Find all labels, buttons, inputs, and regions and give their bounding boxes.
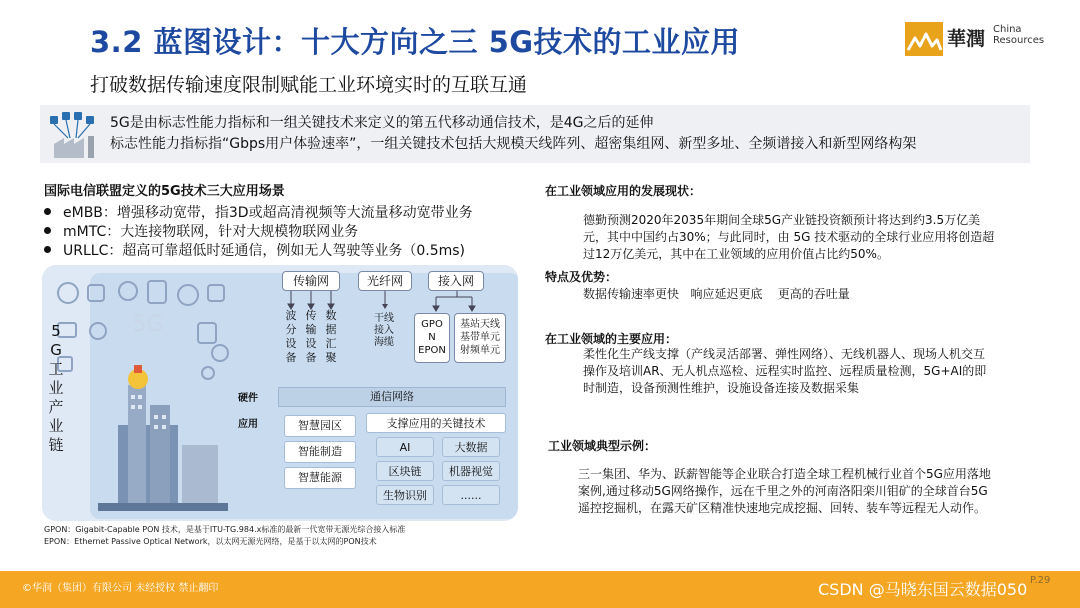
footer-bar <box>0 571 1080 608</box>
gpon-line-3: EPON <box>418 345 446 356</box>
footnote-gpon: GPON：Gigabit-Capable PON 技术，是基于ITU-TG.984.x标准的最新一代宽带无源光综合接入标准 <box>44 525 406 534</box>
application-label: 应用 <box>238 419 258 430</box>
svg-text:5G: 5G <box>132 312 164 337</box>
transport-item-1: 波 分 设 备 <box>285 309 297 364</box>
bullet-urllc-text: URLLC：超高可靠超低时延通信，例如无人驾驶等业务（0.5ms) <box>63 243 466 259</box>
page-title: 3.2 蓝图设计：十大方向之三 5G技术的工业应用 <box>90 25 741 59</box>
main-apps-title: 在工业领域的主要应用： <box>545 332 678 346</box>
factory-building-icon <box>98 365 228 515</box>
5g-industry-chain-diagram <box>42 265 518 521</box>
example-line-3: 遥控挖掘机，在露天矿区精准快速地完成挖掘、回转、装车等远程无人动作。 <box>578 501 987 515</box>
transport-item-2: 传 输 设 备 <box>305 309 317 364</box>
tech-blockchain: 区块链 <box>376 461 434 481</box>
transport-item-3: 数 据 汇 聚 <box>325 309 337 364</box>
tech-more: ...... <box>442 485 500 505</box>
base-line-2: 基带单元 <box>460 332 500 343</box>
status-line-1: 德勤预测2020年2035年期间全球5G产业链投资额预计将达到约3.5万亿美 <box>583 213 981 227</box>
status-title: 在工业领域应用的发展现状： <box>545 184 702 198</box>
access-network-box: 接入网 <box>428 271 484 291</box>
logo-en-text <box>993 24 1044 46</box>
app-smart-energy: 智慧能源 <box>284 467 356 489</box>
logo-en-line2: Resources <box>993 35 1045 46</box>
page-number: P.29 <box>1030 575 1051 586</box>
base-line-1: 基站天线 <box>460 319 500 330</box>
fiber-items <box>366 313 402 349</box>
copyright-text: ©华润（集团）有限公司 未经授权 禁止翻印 <box>22 583 219 594</box>
status-body <box>583 212 994 263</box>
fiber-item-3: 海缆 <box>374 337 394 348</box>
example-body <box>578 466 991 517</box>
base-line-3: 射频单元 <box>460 345 500 356</box>
footnote-epon: EPON：Ethernet Passive Optical Network，以太网无源光网络，是基于以太网的PON技术 <box>44 537 377 546</box>
fiber-item-1: 干线 <box>374 313 394 324</box>
key-tech-title-box: 支撑应用的关键技术 <box>366 413 506 433</box>
main-apps-line-2: 操作及培训AR、无人机点巡检、远程实时监控、远程质量检测，5G+AI的即 <box>583 364 987 378</box>
tech-big-data: 大数据 <box>442 437 500 457</box>
tech-machine-vision: 机器视觉 <box>442 461 500 481</box>
bullet-embb-text: eMBB：增强移动宽带，指3D或超高清视频等大流量移动宽带业务 <box>63 205 473 221</box>
bullet-mmtc <box>44 221 358 241</box>
bullet-mmtc-text: mMTC：大连接物联网，针对大规模物联网业务 <box>63 224 359 240</box>
fiber-network-box: 光纤网 <box>358 271 412 291</box>
fiber-item-2: 接入 <box>374 325 394 336</box>
fiber-arrow <box>378 291 392 311</box>
intro-line-1: 5G是由标志性能力指标和一组关键技术来定义的第五代移动通信技术，是4G之后的延伸 <box>110 115 654 131</box>
status-line-3: 过12万亿美元，其中在工业领域的应用价值占比约50%。 <box>583 247 889 261</box>
status-line-2: 元，其中中国约占30%；与此同时，由 5G 技术驱动的全球行业应用将创造超 <box>583 230 995 244</box>
logo-mark-icon <box>905 22 943 56</box>
hardware-label: 硬件 <box>238 393 258 404</box>
app-smart-manufacturing: 智能制造 <box>284 441 356 463</box>
access-arrows <box>422 291 492 313</box>
main-apps-line-3: 时制造，设备预测性维护，设施设备连接及数据采集 <box>583 381 860 395</box>
left-section-title: 国际电信联盟定义的5G技术三大应用场景 <box>44 184 285 199</box>
transport-arrows <box>280 291 344 311</box>
features-text: 数据传输速率更快 响应延迟更底 更高的吞吐量 <box>583 287 850 301</box>
gpon-epon-box <box>414 313 450 363</box>
gpon-line-2: N <box>428 332 436 343</box>
tech-biometrics: 生物识别 <box>376 485 434 505</box>
features-title: 特点及优势： <box>545 270 618 284</box>
bullet-urllc <box>44 240 465 260</box>
csdn-watermark: CSDN @马晓东国云数据050 <box>818 580 1028 599</box>
logo-cn-text: 華潤 <box>947 28 986 50</box>
example-line-2: 案例,通过移动5G网络操作，远在千里之外的河南洛阳栾川钼矿的全球首台5G <box>578 484 988 498</box>
example-title: 工业领域典型示例： <box>548 439 657 453</box>
intro-line-2: 标志性能力指标指“Gbps用户体验速率”，一组关键技术包括大规模天线阵列、超密集组网、新型多址、全频谱接入和新型网络构架 <box>110 136 917 152</box>
page-subtitle: 打破数据传输速度限制赋能工业环境实时的互联互通 <box>90 74 528 96</box>
factory-network-icon <box>48 110 100 160</box>
communication-network-bar: 通信网络 <box>278 387 506 407</box>
main-apps-body <box>583 346 986 397</box>
industry-chain-vertical-label: 5 G 工 业 产 业 链 <box>48 322 64 454</box>
transport-network-box: 传输网 <box>282 271 340 291</box>
main-apps-line-1: 柔性化生产线支撑（产线灵活部署、弹性网络）、无线机器人、现场人机交互 <box>583 347 986 361</box>
china-resources-logo <box>905 20 1045 60</box>
tech-ai: AI <box>376 437 434 457</box>
example-line-1: 三一集团、华为、跃薪智能等企业联合打造全球工程机械行业首个5G应用落地 <box>578 467 991 481</box>
app-smart-park: 智慧园区 <box>284 415 356 437</box>
device-icons-cluster <box>48 273 238 383</box>
base-station-box <box>454 313 506 363</box>
gpon-line-1: GPO <box>421 319 443 330</box>
logo-en-line1: China <box>993 24 1022 35</box>
bullet-embb <box>44 202 473 222</box>
